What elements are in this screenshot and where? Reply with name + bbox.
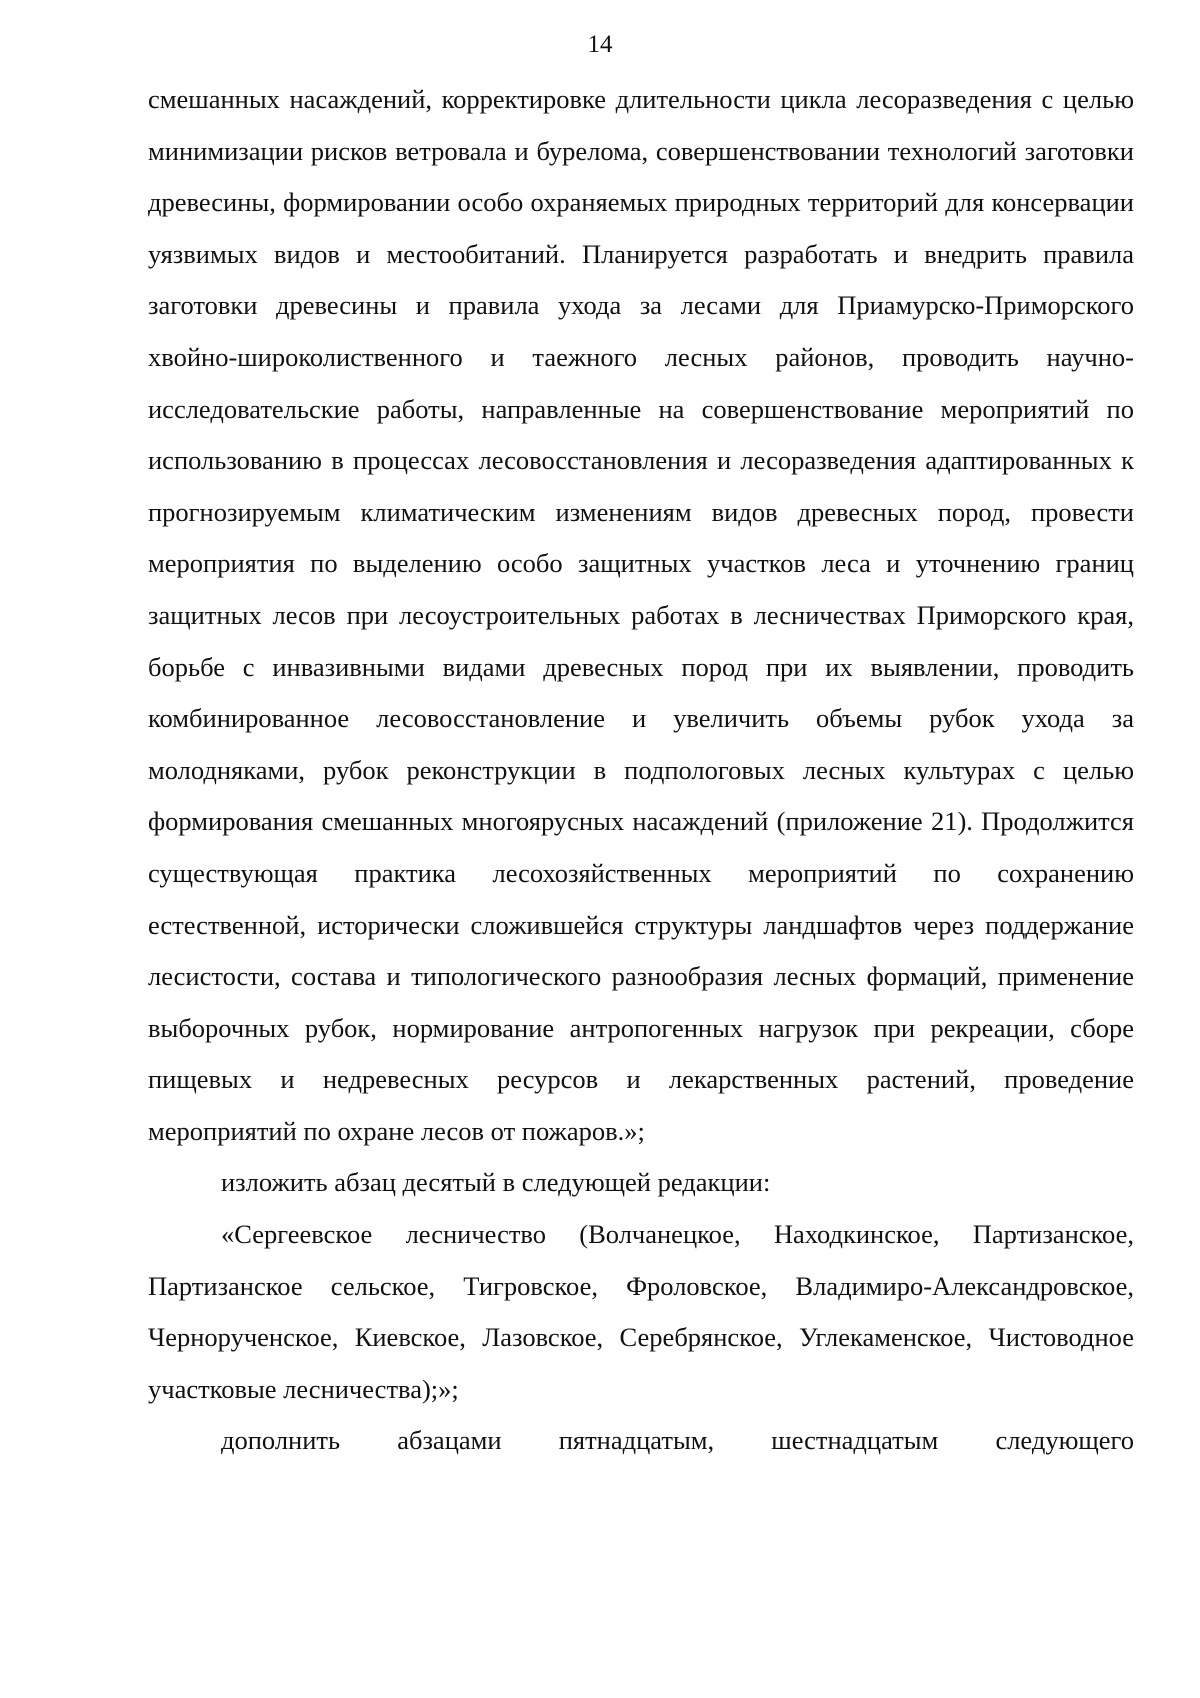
paragraph-forestry-list: «Сергеевское лесничество (Волчанецкое, Находкинское, Партизанское, Партизанское сельское, Тигровское, Фроловское, Владимиро-Александровское, Чернорученское, Киевское, Лазовское, Серебрянское, Углекаменское, Чистоводное участковые лесничества);»; <box>148 1219 1134 1404</box>
paragraph-add-instruction: дополнить абзацами пятнадцатым, шестнадцатым следующего <box>221 1425 1134 1456</box>
paragraph-main: смешанных насаждений, корректировке длительности цикла лесоразведения с целью минимизации рисков ветровала и бурелома, совершенствовании технологий заготовки древесины, формировании особо охраняемых природных территорий для консервации уязвимых видов и местообитаний. Планируется разработать и внедрить правила заготовки древесины и правила ухода за лесами для Приамурско-Приморского хвойно-широколиственного и таежного лесных районов, проводить научно-исследовательские работы, направленные на совершенствование мероприятий по использованию в процессах лесовосстановления и лесоразведения адаптированных к прогнозируемым климатическим изменениям видов древесных пород, провести мероприятия по выделению особо защитных участков леса и уточнению границ защитных лесов при лесоустроительных работах в лесничествах Приморского края, борьбе с инвазивными видами древесных пород при их выявлении, проводить комбинированное лесовосстановление и увеличить объемы рубок ухода за молодняками, рубок реконструкции в подпологовых лесных культурах с целью формирования смешанных многоярусных насаждений (приложение 21). Продолжится существующая практика лесохозяйственных мероприятий по сохранению естественной, исторически сложившейся структуры ландшафтов через поддержание лесистости, состава и типологического разнообразия лесных формаций, применение выборочных рубок, нормирование антропогенных нагрузок при рекреации, сборе пищевых и недревесных ресурсов и лекарственных растений, проведение мероприятий по охране лесов от пожаров.»; <box>148 84 1134 1146</box>
page-number: 14 <box>587 31 613 58</box>
document-body <box>148 74 1134 1467</box>
paragraph-amend-instruction: изложить абзац десятый в следующей редакции: <box>221 1167 771 1198</box>
